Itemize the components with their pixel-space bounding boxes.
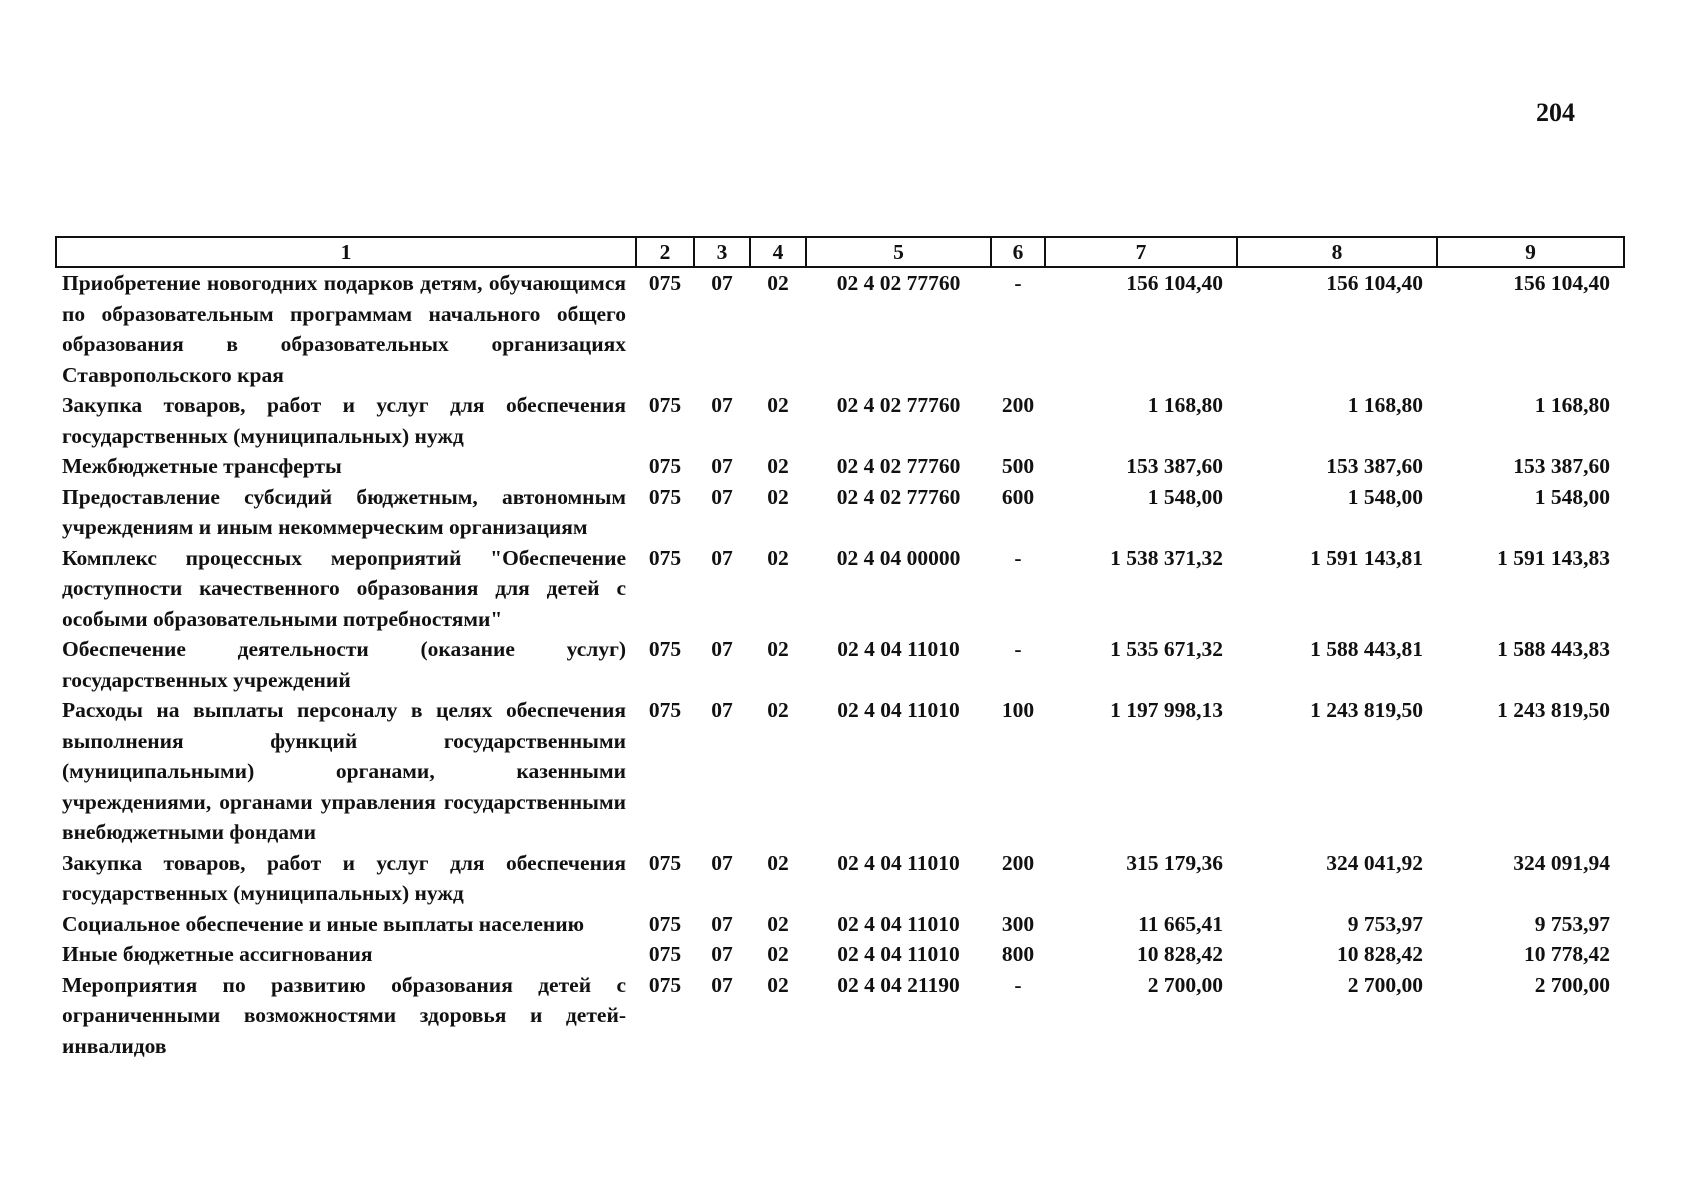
row-target-article: 02 4 02 77760 — [836, 484, 961, 509]
row-subsection-code: 02 — [767, 484, 789, 509]
row-expense-type: - — [1014, 637, 1022, 661]
row-subsection-code: 02 — [767, 637, 789, 661]
header-row — [56, 237, 1624, 267]
row-expense-type: - — [1014, 972, 1022, 997]
row-name: Закупка товаров, работ и услуг для обеспечения государственных (муниципальных) нужд — [62, 393, 626, 448]
table-row — [56, 634, 1624, 695]
row-ministry-code: 075 — [648, 942, 682, 966]
row-amount-col9: 324 091,94 — [1513, 850, 1610, 875]
row-expense-type: - — [1014, 545, 1022, 570]
table-row — [56, 695, 1624, 848]
row-target-article: 02 4 04 11010 — [837, 698, 960, 722]
row-name: Мероприятия по развитию образования детей с ограниченными возможностями здоровья и детей-инвалидов — [62, 972, 626, 1058]
row-name: Комплекс процессных мероприятий "Обеспечение доступности качественного образования для детей с особыми образовательными потребностями" — [62, 545, 626, 631]
row-section-code: 07 — [711, 942, 733, 966]
table-row — [56, 970, 1624, 1062]
row-amount-col8: 1 168,80 — [1347, 393, 1423, 417]
row-subsection-code: 02 — [767, 393, 789, 417]
row-section-code: 07 — [711, 393, 733, 417]
row-amount-col8: 9 753,97 — [1347, 911, 1423, 936]
row-amount-col8: 1 591 143,81 — [1310, 545, 1423, 570]
row-ministry-code: 075 — [648, 911, 682, 936]
row-section-code: 07 — [711, 271, 733, 295]
row-subsection-code: 02 — [767, 545, 789, 570]
row-section-code: 07 — [711, 972, 733, 997]
row-amount-col8: 324 041,92 — [1326, 850, 1423, 875]
row-name: Иные бюджетные ассигнования — [62, 942, 373, 966]
row-amount-col7: 1 197 998,13 — [1110, 698, 1223, 722]
row-expense-type: - — [1014, 271, 1022, 295]
row-amount-col9: 10 778,42 — [1524, 942, 1610, 966]
row-amount-col9: 156 104,40 — [1513, 271, 1610, 295]
row-section-code: 07 — [711, 637, 733, 661]
row-subsection-code: 02 — [767, 271, 789, 295]
column-header: 3 — [694, 237, 750, 267]
row-ministry-code: 075 — [648, 484, 682, 509]
column-header: 1 — [56, 237, 636, 267]
row-amount-col7: 1 535 671,32 — [1110, 637, 1223, 661]
row-section-code: 07 — [711, 911, 733, 936]
row-amount-col9: 1 168,80 — [1534, 393, 1610, 417]
row-amount-col9: 2 700,00 — [1534, 972, 1610, 997]
row-amount-col7: 153 387,60 — [1126, 454, 1223, 478]
row-name: Приобретение новогодних подарков детям, обучающимся по образовательным программам начального общего образования в образовательных организациях Ставропольского края — [62, 271, 626, 387]
table-body — [56, 267, 1624, 1061]
row-expense-type: 300 — [1001, 911, 1035, 936]
row-amount-col9: 153 387,60 — [1513, 454, 1610, 478]
row-target-article: 02 4 04 11010 — [837, 637, 960, 661]
row-target-article: 02 4 02 77760 — [836, 393, 961, 417]
row-amount-col8: 10 828,42 — [1337, 942, 1423, 966]
row-target-article: 02 4 04 11010 — [837, 850, 960, 875]
row-amount-col7: 315 179,36 — [1126, 850, 1223, 875]
row-section-code: 07 — [711, 545, 733, 570]
row-expense-type: 200 — [1001, 393, 1035, 417]
page-number: 204 — [1536, 98, 1575, 127]
row-subsection-code: 02 — [767, 942, 789, 966]
row-ministry-code: 075 — [648, 454, 682, 478]
row-ministry-code: 075 — [648, 850, 682, 875]
table-row — [56, 939, 1624, 970]
row-subsection-code: 02 — [767, 911, 789, 936]
row-amount-col7: 1 548,00 — [1147, 484, 1223, 509]
row-amount-col8: 1 548,00 — [1347, 484, 1423, 509]
table-row — [56, 848, 1624, 909]
column-header: 4 — [750, 237, 806, 267]
row-target-article: 02 4 04 11010 — [837, 942, 960, 966]
row-amount-col8: 2 700,00 — [1347, 972, 1423, 997]
row-amount-col9: 1 243 819,50 — [1497, 698, 1610, 722]
row-ministry-code: 075 — [648, 972, 682, 997]
table-row — [56, 482, 1624, 543]
row-amount-col8: 1 243 819,50 — [1310, 698, 1423, 722]
column-header: 9 — [1437, 237, 1624, 267]
row-target-article: 02 4 02 77760 — [836, 271, 961, 295]
table-row — [56, 267, 1624, 390]
row-name: Предоставление субсидий бюджетным, автономным учреждениям и иным некоммерческим организациям — [62, 484, 626, 539]
column-header: 2 — [636, 237, 694, 267]
row-amount-col7: 156 104,40 — [1126, 271, 1223, 295]
row-expense-type: 100 — [1001, 698, 1035, 722]
row-expense-type: 800 — [1001, 942, 1035, 966]
row-ministry-code: 075 — [648, 698, 682, 722]
row-amount-col8: 1 588 443,81 — [1310, 637, 1423, 661]
row-expense-type: 200 — [1001, 850, 1035, 875]
row-name: Межбюджетные трансферты — [62, 454, 342, 478]
row-section-code: 07 — [711, 850, 733, 875]
row-amount-col7: 11 665,41 — [1138, 911, 1223, 936]
table-row — [56, 451, 1624, 482]
column-header: 5 — [806, 237, 991, 267]
row-amount-col9: 1 591 143,83 — [1497, 545, 1610, 570]
table-row — [56, 390, 1624, 451]
column-header: 8 — [1237, 237, 1437, 267]
table-row — [56, 909, 1624, 940]
row-ministry-code: 075 — [648, 271, 682, 295]
row-amount-col8: 156 104,40 — [1326, 271, 1423, 295]
row-amount-col7: 1 168,80 — [1147, 393, 1223, 417]
row-amount-col7: 1 538 371,32 — [1110, 545, 1223, 570]
row-name: Обеспечение деятельности (оказание услуг) государственных учреждений — [62, 637, 626, 692]
row-name: Расходы на выплаты персоналу в целях обеспечения выполнения функций государственными (муниципальными) органами, казенными учреждениями, органами управления государственными внебюджетными фондами — [62, 698, 626, 844]
row-amount-col8: 153 387,60 — [1326, 454, 1423, 478]
row-expense-type: 600 — [1001, 484, 1035, 509]
row-target-article: 02 4 04 21190 — [837, 972, 960, 997]
row-ministry-code: 075 — [648, 637, 682, 661]
row-ministry-code: 075 — [648, 393, 682, 417]
column-header: 6 — [991, 237, 1045, 267]
row-ministry-code: 075 — [648, 545, 682, 570]
row-amount-col7: 10 828,42 — [1137, 942, 1223, 966]
row-amount-col7: 2 700,00 — [1147, 972, 1223, 997]
row-name: Закупка товаров, работ и услуг для обеспечения государственных (муниципальных) нужд — [62, 850, 626, 905]
row-section-code: 07 — [711, 484, 733, 509]
row-section-code: 07 — [711, 698, 733, 722]
budget-table — [55, 236, 1625, 1061]
row-amount-col9: 1 548,00 — [1534, 484, 1610, 509]
row-subsection-code: 02 — [767, 972, 789, 997]
row-expense-type: 500 — [1001, 454, 1035, 478]
row-subsection-code: 02 — [767, 454, 789, 478]
row-subsection-code: 02 — [767, 850, 789, 875]
column-header: 7 — [1045, 237, 1237, 267]
row-name: Социальное обеспечение и иные выплаты населению — [62, 911, 585, 936]
row-target-article: 02 4 04 11010 — [837, 911, 960, 936]
row-target-article: 02 4 02 77760 — [836, 454, 961, 478]
row-amount-col9: 9 753,97 — [1534, 911, 1610, 936]
row-section-code: 07 — [711, 454, 733, 478]
table-row — [56, 543, 1624, 635]
row-subsection-code: 02 — [767, 698, 789, 722]
row-amount-col9: 1 588 443,83 — [1497, 637, 1610, 661]
row-target-article: 02 4 04 00000 — [836, 545, 961, 570]
